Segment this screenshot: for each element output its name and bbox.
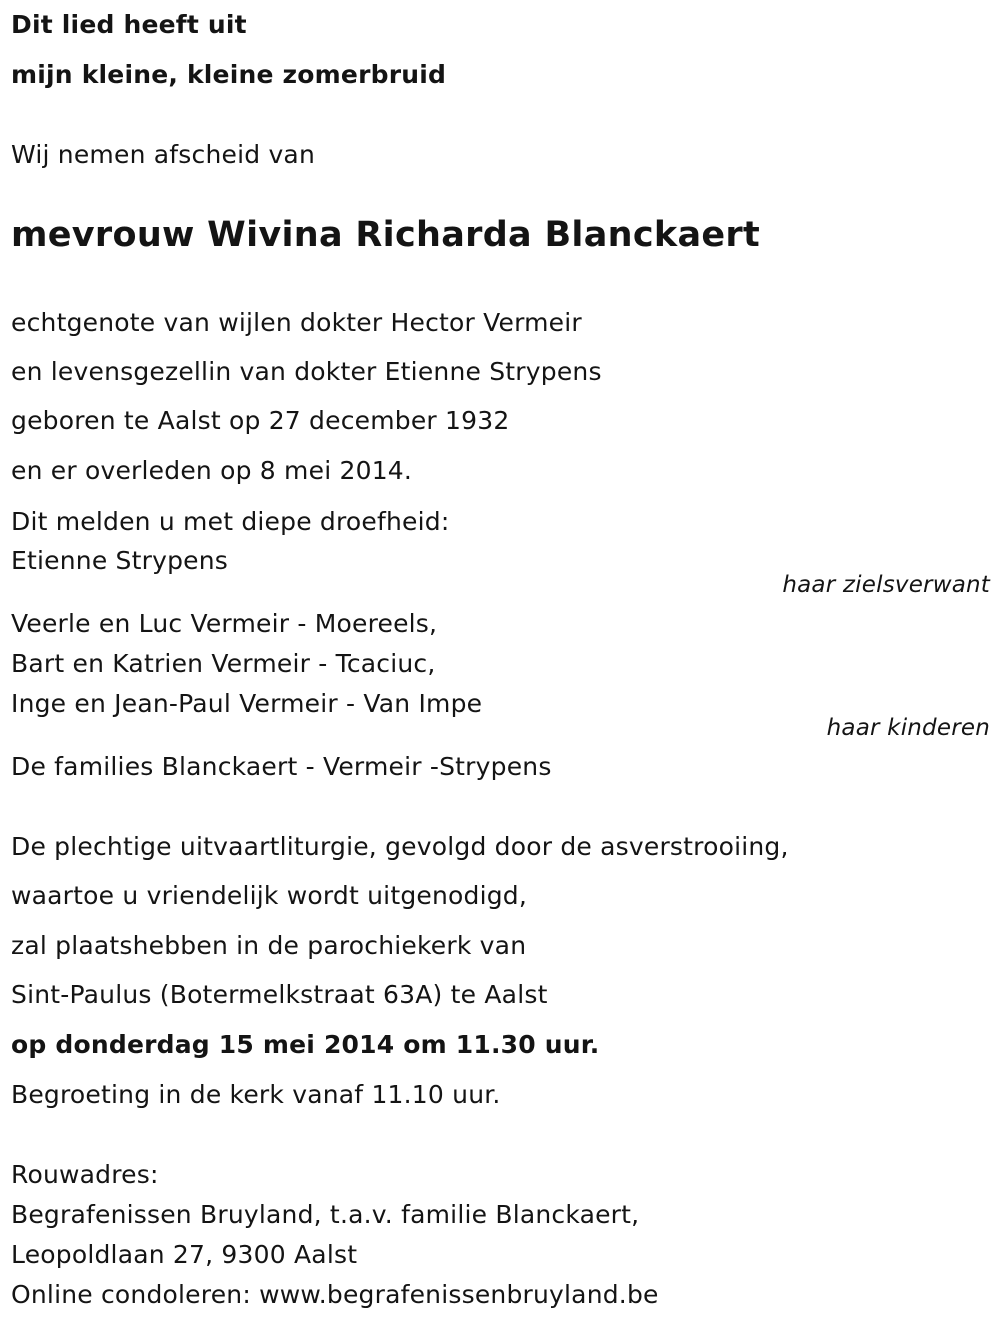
intro-text: Wij nemen afscheid van	[11, 140, 315, 169]
child-2: Bart en Katrien Vermeir - Tcaciuc,	[11, 649, 436, 678]
children-relation: haar kinderen	[826, 715, 990, 741]
ceremony-line-2: waartoe u vriendelijk wordt uitgenodigd,	[11, 881, 528, 910]
ceremony-line-1: De plechtige uitvaartliturgie, gevolgd door de asverstrooiing,	[11, 832, 789, 861]
ceremony-line-3: zal plaatshebben in de parochiekerk van	[11, 931, 527, 960]
poem-line-1: Dit lied heeft uit	[11, 10, 247, 39]
ceremony-greeting: Begroeting in de kerk vanaf 11.10 uur.	[11, 1080, 501, 1109]
announcement-text: Dit melden u met diepe droefheid:	[11, 507, 450, 536]
detail-partner: en levensgezellin van dokter Etienne Strypens	[11, 357, 602, 386]
partner-name: Etienne Strypens	[11, 546, 229, 575]
child-1: Veerle en Luc Vermeir - Moereels,	[11, 609, 438, 638]
deceased-name: mevrouw Wivina Richarda Blanckaert	[11, 215, 761, 255]
poem-line-2: mijn kleine, kleine zomerbruid	[11, 60, 447, 89]
address-line-2: Leopoldlaan 27, 9300 Aalst	[11, 1240, 358, 1269]
ceremony-line-4: Sint-Paulus (Botermelkstraat 63A) te Aalst	[11, 980, 548, 1009]
child-3: Inge en Jean-Paul Vermeir - Van Impe	[11, 689, 483, 718]
families-text: De families Blanckaert - Vermeir -Strypens	[11, 752, 552, 781]
online-condolences: Online condoleren: www.begrafenissenbruyland.be	[11, 1280, 659, 1309]
detail-spouse: echtgenote van wijlen dokter Hector Vermeir	[11, 308, 582, 337]
detail-birth: geboren te Aalst op 27 december 1932	[11, 406, 510, 435]
address-line-1: Begrafenissen Bruyland, t.a.v. familie Blanckaert,	[11, 1200, 640, 1229]
partner-relation: haar zielsverwant	[782, 572, 990, 598]
address-label: Rouwadres:	[11, 1160, 159, 1189]
detail-death: en er overleden op 8 mei 2014.	[11, 456, 413, 485]
ceremony-date-time: op donderdag 15 mei 2014 om 11.30 uur.	[11, 1030, 600, 1059]
